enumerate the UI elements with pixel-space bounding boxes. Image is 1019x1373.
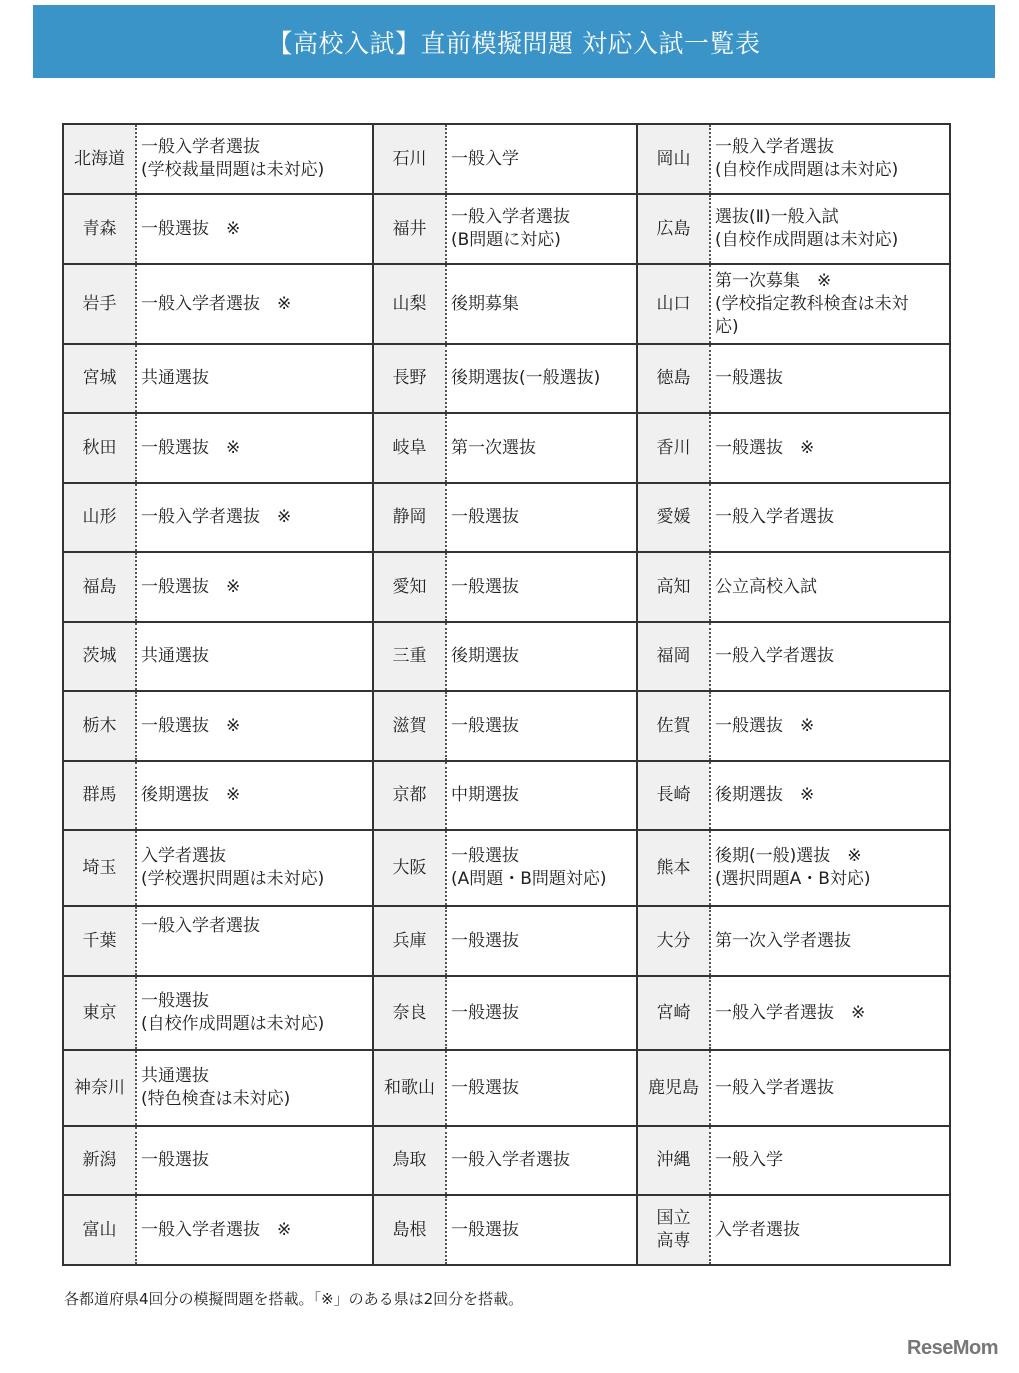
exam-type-cell: 一般入学者選抜 ※ [136,483,373,552]
table-row [63,124,950,194]
exam-type-cell: 一般入学者選抜 ※ [136,1195,373,1265]
table-row [63,1050,950,1126]
prefecture-cell: 愛媛 [637,483,710,552]
exam-type-cell: 一般選抜 ※ [136,413,373,483]
exam-type-cell: 共通選抜 [136,622,373,691]
prefecture-cell: 熊本 [637,830,710,906]
prefecture-cell: 福岡 [637,622,710,691]
prefecture-cell: 山口 [637,264,710,344]
exam-type-cell: 一般選抜 ※ [136,552,373,622]
prefecture-cell: 高知 [637,552,710,622]
exam-type-cell: 一般選抜 (自校作成問題は未対応) [136,976,373,1050]
prefecture-cell: 北海道 [63,124,136,194]
prefecture-cell: 静岡 [373,483,446,552]
prefecture-cell: 長野 [373,344,446,413]
prefecture-cell: 広島 [637,194,710,264]
prefecture-cell: 佐賀 [637,691,710,761]
resemom-logo: ReseMom [907,1337,998,1359]
prefecture-cell: 宮崎 [637,976,710,1050]
exam-type-cell: 一般選抜 [446,1050,637,1126]
exam-type-cell: 一般入学者選抜 (自校作成問題は未対応) [710,124,950,194]
exam-type-cell: 第一次選抜 [446,413,637,483]
prefecture-cell: 徳島 [637,344,710,413]
prefecture-cell: 秋田 [63,413,136,483]
prefecture-cell: 長崎 [637,761,710,830]
exam-type-cell: 一般入学者選抜 (学校裁量問題は未対応) [136,124,373,194]
prefecture-cell: 栃木 [63,691,136,761]
prefecture-cell: 富山 [63,1195,136,1265]
prefecture-cell: 国立 高専 [637,1195,710,1265]
prefecture-cell: 埼玉 [63,830,136,906]
exam-type-cell: 一般入学者選抜 [710,1050,950,1126]
exam-type-cell: 一般選抜 ※ [710,691,950,761]
table-row [63,344,950,413]
exam-type-cell: 一般入学者選抜 [710,483,950,552]
prefecture-cell: 沖縄 [637,1126,710,1195]
exam-type-cell: 後期(一般)選抜 ※ (選択問題A・B対応) [710,830,950,906]
table-row [63,483,950,552]
exam-type-cell: 第一次入学者選抜 [710,906,950,976]
exam-type-cell: 一般入学者選抜 [136,906,373,976]
exam-type-cell: 一般選抜 ※ [710,413,950,483]
exam-type-cell: 一般選抜 [446,552,637,622]
prefecture-cell: 和歌山 [373,1050,446,1126]
exam-type-cell: 後期選抜(一般選抜) [446,344,637,413]
prefecture-cell: 茨城 [63,622,136,691]
prefecture-cell: 宮城 [63,344,136,413]
exam-type-cell: 一般選抜 [446,976,637,1050]
prefecture-cell: 島根 [373,1195,446,1265]
prefecture-cell: 新潟 [63,1126,136,1195]
table-row [63,552,950,622]
exam-type-cell: 一般選抜 (A問題・B問題対応) [446,830,637,906]
exam-type-cell: 選抜(Ⅱ)一般入試 (自校作成問題は未対応) [710,194,950,264]
table-row [63,1126,950,1195]
exam-type-cell: 一般入学者選抜 (B問題に対応) [446,194,637,264]
prefecture-cell: 千葉 [63,906,136,976]
prefecture-cell: 石川 [373,124,446,194]
prefecture-cell: 滋賀 [373,691,446,761]
exam-type-cell: 一般選抜 [446,1195,637,1265]
table-row [63,413,950,483]
prefecture-cell: 岩手 [63,264,136,344]
table-row [63,906,950,976]
exam-table [62,123,951,1266]
prefecture-cell: 京都 [373,761,446,830]
exam-type-cell: 一般入学 [446,124,637,194]
exam-type-cell: 共通選抜 (特色検査は未対応) [136,1050,373,1126]
exam-type-cell: 後期選抜 ※ [710,761,950,830]
exam-type-cell: 後期選抜 ※ [136,761,373,830]
exam-type-cell: 一般入学 [710,1126,950,1195]
prefecture-cell: 岡山 [637,124,710,194]
exam-type-cell: 一般選抜 ※ [136,691,373,761]
table-row [63,194,950,264]
footnote: 各都道府県4回分の模擬問題を搭載。「※」のある県は2回分を搭載。 [64,1290,524,1308]
exam-type-cell: 共通選抜 [136,344,373,413]
prefecture-cell: 三重 [373,622,446,691]
prefecture-cell: 鳥取 [373,1126,446,1195]
exam-type-cell: 一般選抜 [446,691,637,761]
exam-type-cell: 一般選抜 [136,1126,373,1195]
table-row [63,1195,950,1265]
prefecture-cell: 香川 [637,413,710,483]
exam-type-cell: 一般選抜 ※ [136,194,373,264]
exam-type-cell: 一般入学者選抜 [446,1126,637,1195]
prefecture-cell: 大阪 [373,830,446,906]
title-banner [33,5,995,78]
exam-type-cell: 一般入学者選抜 [710,622,950,691]
exam-type-cell: 一般入学者選抜 ※ [136,264,373,344]
prefecture-cell: 福島 [63,552,136,622]
table-row [63,622,950,691]
exam-type-cell: 一般選抜 [446,906,637,976]
prefecture-cell: 兵庫 [373,906,446,976]
prefecture-cell: 山梨 [373,264,446,344]
exam-type-cell: 第一次募集 ※ (学校指定教科検査は未対 応) [710,264,950,344]
prefecture-cell: 大分 [637,906,710,976]
prefecture-cell: 奈良 [373,976,446,1050]
page-title: 【高校入試】直前模擬問題 対応入試一覧表 [267,28,761,58]
prefecture-cell: 愛知 [373,552,446,622]
exam-type-cell: 中期選抜 [446,761,637,830]
table-row [63,761,950,830]
exam-type-cell: 入学者選抜 [710,1195,950,1265]
table-row [63,976,950,1050]
prefecture-cell: 鹿児島 [637,1050,710,1126]
exam-type-cell: 後期募集 [446,264,637,344]
table-row [63,830,950,906]
exam-type-cell: 入学者選抜 (学校選択問題は未対応) [136,830,373,906]
table-row [63,691,950,761]
exam-type-cell: 一般選抜 [710,344,950,413]
table-row [63,264,950,344]
prefecture-cell: 神奈川 [63,1050,136,1126]
prefecture-cell: 群馬 [63,761,136,830]
exam-type-cell: 公立高校入試 [710,552,950,622]
exam-type-cell: 後期選抜 [446,622,637,691]
prefecture-cell: 山形 [63,483,136,552]
exam-type-cell: 一般入学者選抜 ※ [710,976,950,1050]
prefecture-cell: 岐阜 [373,413,446,483]
prefecture-cell: 青森 [63,194,136,264]
exam-type-cell: 一般選抜 [446,483,637,552]
prefecture-cell: 東京 [63,976,136,1050]
prefecture-cell: 福井 [373,194,446,264]
